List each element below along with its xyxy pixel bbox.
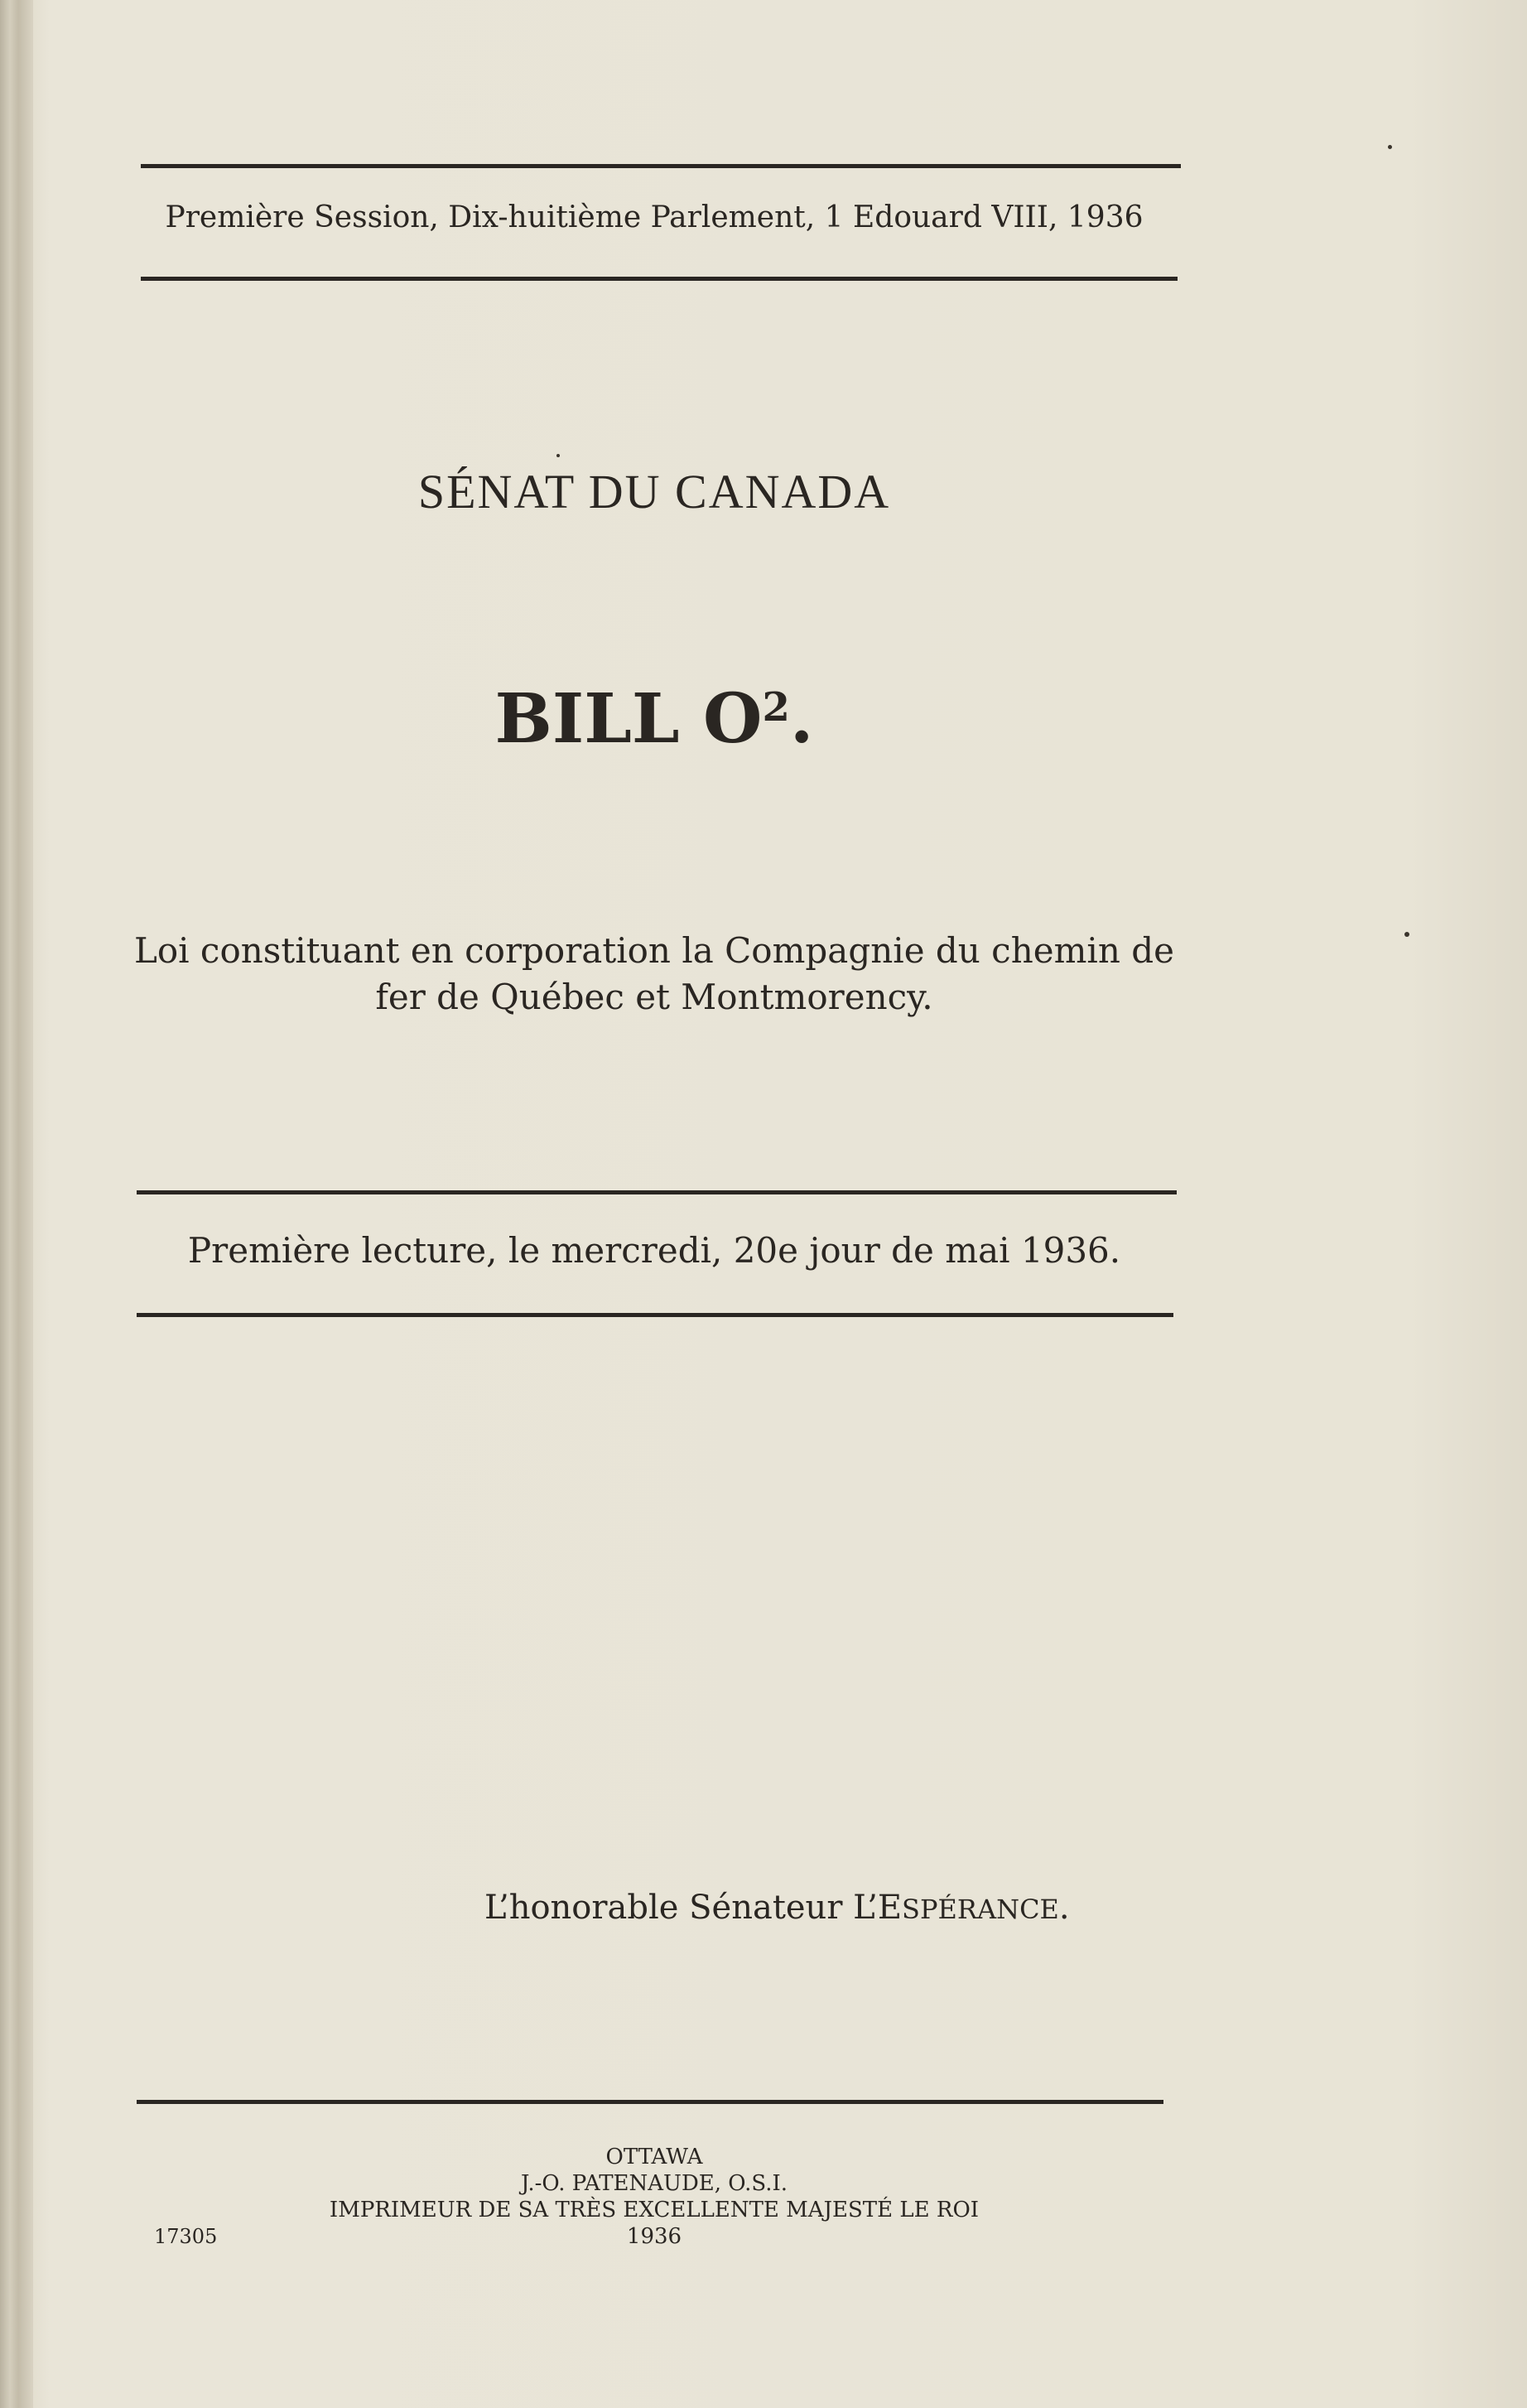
bottom-rule <box>137 2100 1163 2104</box>
reading-line: Première lecture, le mercredi, 20e jour de mai 1936. <box>187 1230 1121 1271</box>
imprint-title: IMPRIMEUR DE SA TRÈS EXCELLENTE MAJESTÉ LE ROI <box>329 2198 980 2222</box>
top-rule-1 <box>141 164 1181 168</box>
imprint-block <box>232 2144 1077 2250</box>
middle-rule-1 <box>137 1190 1177 1194</box>
imprint-year: 1936 <box>626 2224 682 2249</box>
chamber-heading: SÉNAT DU CANADA <box>417 465 891 519</box>
imprint-city: OTTAWA <box>605 2145 703 2169</box>
session-line: Première Session, Dix-huitième Parlement, 1 Edouard VIII, 1936 <box>165 200 1144 234</box>
bill-label: BILL O <box>494 679 763 759</box>
sponsor-suffix: . <box>1058 1889 1070 1927</box>
middle-rule-2 <box>137 1313 1173 1317</box>
bill-superscript: 2 <box>762 684 790 731</box>
bill-title <box>124 928 1184 1021</box>
paper-speck <box>556 454 560 457</box>
page-binding-edge <box>0 0 33 2408</box>
bill-title-line-2: fer de Québec et Montmorency. <box>375 977 933 1017</box>
bill-suffix: . <box>789 679 814 759</box>
paper-speck <box>1404 932 1409 937</box>
bill-number <box>141 679 1168 759</box>
print-code: 17305 <box>154 2225 218 2248</box>
sponsor-surname: SPÉRANCE <box>902 1894 1059 1925</box>
top-rule-2 <box>141 277 1178 281</box>
sponsor-line <box>484 1889 1147 1927</box>
sponsor-prefix: L’honorable Sénateur L’ <box>484 1889 878 1927</box>
paper-speck <box>1388 145 1392 149</box>
imprint-printer: J.-O. PATENAUDE, O.S.I. <box>520 2171 788 2196</box>
bill-title-line-1: Loi constituant en corporation la Compagnie du chemin de <box>133 930 1175 971</box>
sponsor-initial: E <box>877 1889 903 1927</box>
